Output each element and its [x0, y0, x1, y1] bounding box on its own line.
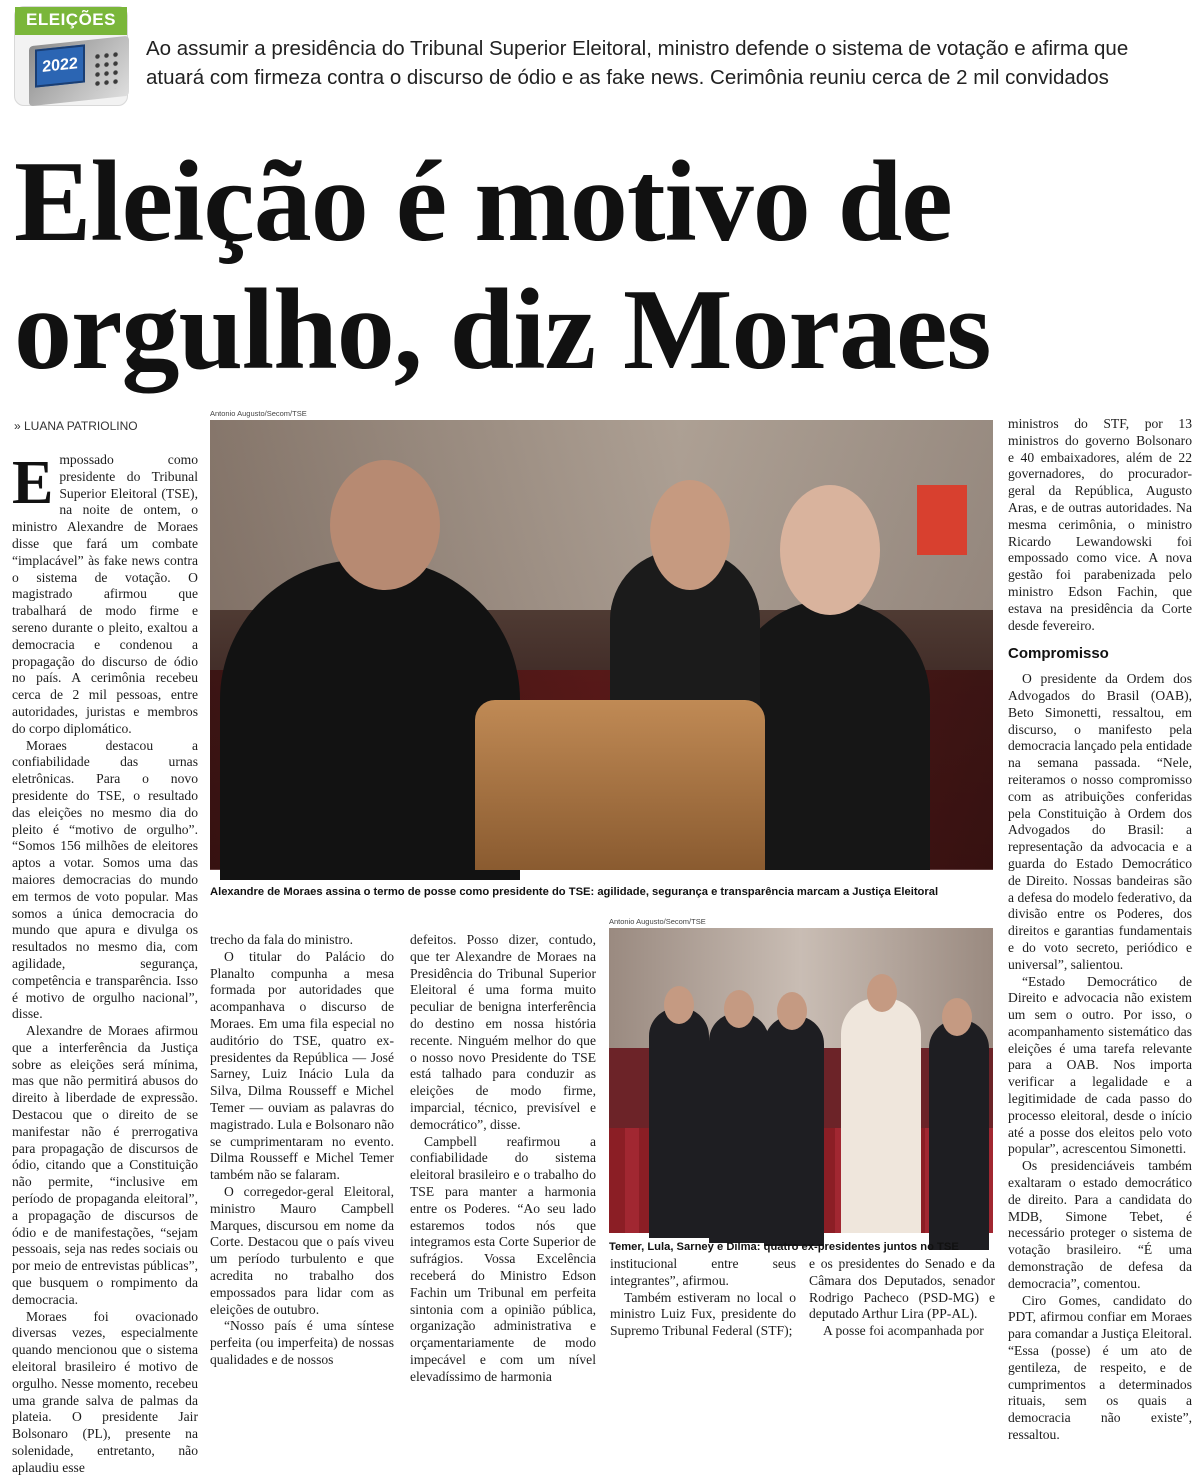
paragraph: Ciro Gomes, candidato do PDT, afirmou confiar em Moraes para comandar a Justiça Eleitoral. “Essa (posse) é um ato de gentileza, de respeito, e de cumprimentos a determinados rituais, sem os quais a democracia não existe”, ressaltou.: [1008, 1292, 1192, 1443]
paragraph: Os presidenciáveis também exaltaram o estado democrático de direito. Para a candidata do MDB, Simone Tebet, é necessário proteger o sistema de votação brasileiro. “É uma demonstração de defesa da democracia”, comentou.: [1008, 1158, 1192, 1291]
paragraph: ministros do STF, por 13 ministros do governo Bolsonaro e 40 embaixadores, além de 22 governadores, do procurador-geral da República, Augusto Aras, e de outras autoridades. Na mesma cerimônia, o ministro Ricardo Lewandowski foi empossado como vice. A nova gestão foi parabenizada pelo ministro Edson Fachin, que estava na presidência da Corte desde fevereiro.: [1008, 416, 1192, 633]
badge-label: ELEIÇÕES: [26, 10, 116, 29]
paragraph: e os presidentes do Senado e da Câmara dos Deputados, senador Rodrigo Pacheco (PSD-MG) e deputado Arthur Lira (PP-AL).: [809, 1256, 995, 1322]
photo-caption: Alexandre de Moraes assina o termo de posse como presidente do TSE: agilidade, segurança e transparência marcam a Justiça Eleitoral: [210, 886, 939, 898]
byline: » LUANA PATRIOLINO: [14, 419, 138, 433]
column-3: [410, 932, 596, 1386]
paragraph: O titular do Palácio do Planalto compunha a mesa formada por autoridades que acompanhava o discurso de Moraes. Em uma fila especial no auditório do TSE, quatro ex-presidentes da República — José Sarney, Luiz Inácio Lula da Silva, Dilma Rousseff e Michel Temer — ouviam as palavras do magistrado. Lula e Bolsonaro não se cumprimentaram no evento. Dilma Rousseff e Michel Temer também não se falaram.: [210, 948, 394, 1183]
elections-2022-badge: [14, 6, 128, 106]
paragraph: defeitos. Posso dizer, contudo, que ter Alexandre de Moraes na Presidência do Tribunal Superior Eleitoral é uma forma muito peculiar de benigna interferência do destino em nossa história recente. Ninguém melhor do que o nosso novo Presidente do TSE está talhado para conduzir as eleições de modo firme, imparcial, técnico, previsível e democrático”, disse.: [410, 932, 596, 1132]
article-deck: [146, 34, 1196, 92]
paragraph: Moraes destacou a confiabilidade das urnas eletrônicas. Para o novo presidente do TSE, o resultado das eleições no mesmo dia do pleito é “motivo de orgulho”. “Somos 156 milhões de eleitores aptos a votar. Somos uma das maiores democracias do mundo em termos de voto popular. Mas somos a única democracia do mundo que apura e divulga os resultados no mesmo dia, com agilidade, segurança, competência e transparência. Isso é motivo de orgulho nacional”, disse.: [12, 737, 198, 1022]
section-subhead: Compromisso: [1008, 645, 1109, 663]
deck-line-2: atuará com firmeza contra o discurso de ódio e as fake news. Cerimônia reuniu cerca de 2 mil convidados: [146, 66, 1109, 89]
column-2: [210, 932, 394, 1369]
exit-sign-icon: [917, 485, 967, 555]
paragraph: Campbell reafirmou a confiabilidade do sistema eleitoral brasileiro e o trabalho do TSE para manter a harmonia entre os Poderes. “Ao seu lado estaremos todos nós que integramos esta Corte Superior de sufrágios. Vossa Excelência receberá do Ministro Edson Fachin um Tribunal em perfeita sintonia com a opinião pública, organização administrativa e orçamentariamente de modo impecável e com um nível elevadíssimo de harmonia: [410, 1133, 596, 1384]
headline: [14, 138, 1194, 394]
photo-caption: Temer, Lula, Sarney e Dilma: quatro ex-presidentes juntos no TSE: [609, 1241, 959, 1253]
paragraph: Alexandre de Moraes afirmou que a interferência da Justiça sobre as eleições será mínima, mas que não permitirá abusos do direito à liberdade de expressão. Destacou que o direito de se manifestar não é prerrogativa para propagação de discursos de ódio, citando que a Constituição não permite, “inclusive em período de propaganda eleitoral”, a propagação de discursos de ódio e de manifestações, “sejam pessoais, seja nas redes sociais ou por meio de entrevistas públicas”, que busquem o rompimento da democracia.: [12, 1023, 198, 1307]
column-1: [12, 449, 198, 1477]
paragraph: institucional entre seus integrantes”, afirmou.: [610, 1256, 796, 1288]
deck-line-1: Ao assumir a presidência do Tribunal Superior Eleitoral, ministro defende o sistema de votação e afirma que: [146, 37, 1129, 60]
photo-credit: Antonio Augusto/Secom/TSE: [210, 409, 307, 418]
paragraph: mpossado como presidente do Tribunal Superior Eleitoral (TSE), na noite de ontem, o ministro Alexandre de Moraes disse que fará um combate “implacável” às fake news contra o sistema de votação. O magistrado afirmou que trabalhará de modo firme e sereno durante o pleito, exaltou a democracia e condenou a propagação do discurso de ódio no país. A cerimônia recebeu cerca de 2 mil pessoas, entre autoridades, juristas e membros do corpo diplomático.: [12, 452, 198, 736]
paragraph: A posse foi acompanhada por: [823, 1323, 984, 1339]
column-4: [610, 1256, 796, 1340]
paragraph: “Nosso país é uma síntese perfeita (ou imperfeita) de nossas qualidades e de nossos: [210, 1318, 394, 1367]
badge-year: 2022: [42, 55, 78, 76]
paragraph: Moraes foi ovacionado diversas vezes, especialmente quando mencionou que o sistema eleitoral brasileiro é motivo de orgulho. Nesse momento, recebeu uma grande salva de palmas da plateia. O presidente Jair Bolsonaro (PL), presente na solenidade, entretanto, não aplaudiu esse: [12, 1308, 198, 1475]
photo-moraes-signing: [210, 420, 993, 869]
headline-line-2: orgulho, diz Moraes: [14, 266, 991, 394]
dropcap: E: [12, 449, 54, 517]
column-5: [809, 1256, 995, 1340]
paragraph: Também estiveram no local o ministro Luiz Fux, presidente do Supremo Tribunal Federal (STF);: [610, 1289, 796, 1339]
paragraph: trecho da fala do ministro.: [210, 932, 354, 947]
paragraph: O presidente da Ordem dos Advogados do Brasil (OAB), Beto Simonetti, ressaltou, em discurso, o manifesto pela democracia lançado pela entidade na semana passada. “Nele, reiteramos o nosso compromisso com as atribuições conferidas pela Constituição à Ordem dos Advogados do Brasil: a representação da advocacia e a guarda do Estado Democrático de Direito. Nossas bandeiras são a defesa do modelo federativo, da divisão entre os Poderes, dos direitos e garantias fundamentais e do voto secreto, periódico e universal”, salientou.: [1008, 671, 1192, 972]
paragraph: O corregedor-geral Eleitoral, ministro Mauro Campbell Marques, discursou em nome da Corte. Destacou que o país viveu um período turbulento e que acredita no trabalho dos empossados para lidar com as eleições de outubro.: [210, 1183, 394, 1317]
photo-credit: Antonio Augusto/Secom/TSE: [609, 917, 706, 926]
column-6: [1008, 416, 1192, 1444]
headline-line-1: Eleição é motivo de: [14, 138, 952, 266]
paragraph: “Estado Democrático de Direito e advocacia não existem um sem o outro. Por isso, o acompanhamento sistemático das eleições é uma tarefa relevante para a OAB. Nos importa verificar a legalidade e a legitimidade de cada passo do processo eleitoral, desde o início até a posse dos eleitos pelo voto popular”, acrescentou Simonetti.: [1008, 973, 1192, 1157]
photo-ex-presidents: [609, 928, 993, 1233]
